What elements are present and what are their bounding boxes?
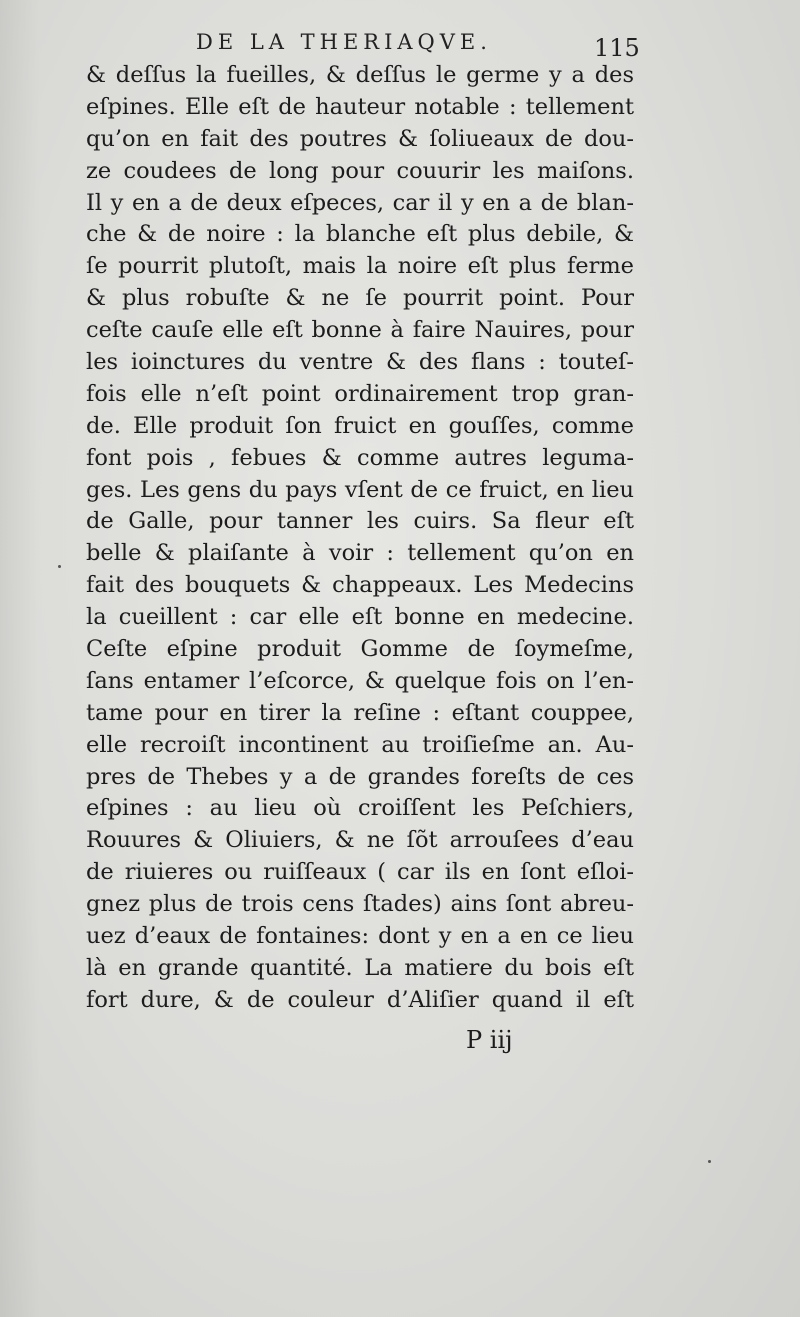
text-line: Rouures & Oliuiers, & ne ſõt arrouſees d’eau xyxy=(86,827,634,854)
text-line: ſe pourrit plutoſt, mais la noire eſt plus ferme xyxy=(86,253,634,280)
text-line: fait des bouquets & chappeaux. Les Medecins xyxy=(86,572,634,599)
text-line: fois elle n’eſt point ordinairement trop gran- xyxy=(86,380,634,407)
text-line: elle recroiſt incontinent au troiſieſme an. Au- xyxy=(86,731,634,758)
text-line: ges. Les gens du pays vſent de ce fruict, en lieu xyxy=(86,476,634,503)
text-line: eſpines : au lieu où croiſſent les Peſchiers, xyxy=(86,795,634,822)
text-line: & plus robuſte & ne ſe pourrit point. Pour xyxy=(86,285,634,312)
text-line: & deſſus la fueilles, & deſſus le germe y a des xyxy=(86,62,634,88)
text-line: de riuieres ou ruiſſeaux ( car ils en ſont eſloi- xyxy=(86,859,634,886)
text-line: de. Elle produit ſon fruict en gouſſes, comme xyxy=(86,412,634,439)
text-line: la cueillent : car elle eſt bonne en medecine. xyxy=(86,604,634,631)
ink-speck xyxy=(708,1160,711,1163)
text-line: gnez plus de trois cens ſtades) ains ſont abreu- xyxy=(86,891,634,918)
text-line: Il y en a de deux eſpeces, car il y en a de blan- xyxy=(86,189,634,216)
text-line: ze coudees de long pour couurir les maiſons. xyxy=(86,157,634,184)
running-head: DE LA THERIAQVE. xyxy=(196,30,492,54)
text-line: ceſte cauſe elle eſt bonne à faire Nauires, pour xyxy=(86,317,634,344)
text-line: uez d’eaux de fontaines: dont y en a en ce lieu xyxy=(86,923,634,950)
text-line: de Galle, pour tanner les cuirs. Sa fleur eſt xyxy=(86,508,634,535)
text-line: les ioinctures du ventre & des flans : touteſ- xyxy=(86,349,634,376)
signature-mark: P iij xyxy=(466,1026,513,1054)
text-line: qu’on en fait des poutres & ſoliueaux de dou- xyxy=(86,125,634,152)
text-line: Ceſte eſpine produit Gomme de ſoymeſme, xyxy=(86,636,634,663)
text-line: tame pour en tirer la reſine : eſtant couppee, xyxy=(86,699,634,726)
text-line: ſans entamer l’eſcorce, & quelque fois on l’en- xyxy=(86,667,634,694)
text-line: eſpines. Elle eſt de hauteur notable : tellement xyxy=(86,93,634,120)
text-line: belle & plaiſante à voir : tellement qu’on en xyxy=(86,540,634,567)
text-line: font pois , febues & comme autres leguma- xyxy=(86,444,634,471)
text-line: fort dure, & de couleur d’Aliſier quand il eſt xyxy=(86,986,634,1013)
page-number: 115 xyxy=(594,34,640,62)
text-line: pres de Thebes y a de grandes foreſts de ces xyxy=(86,763,634,790)
page-fold-shadow xyxy=(0,0,40,1317)
text-line: là en grande quantité. La matiere du bois eſt xyxy=(86,954,634,981)
body-text xyxy=(86,60,634,1017)
ink-speck xyxy=(58,565,61,568)
text-line: che & de noire : la blanche eſt plus debile, & xyxy=(86,221,634,248)
